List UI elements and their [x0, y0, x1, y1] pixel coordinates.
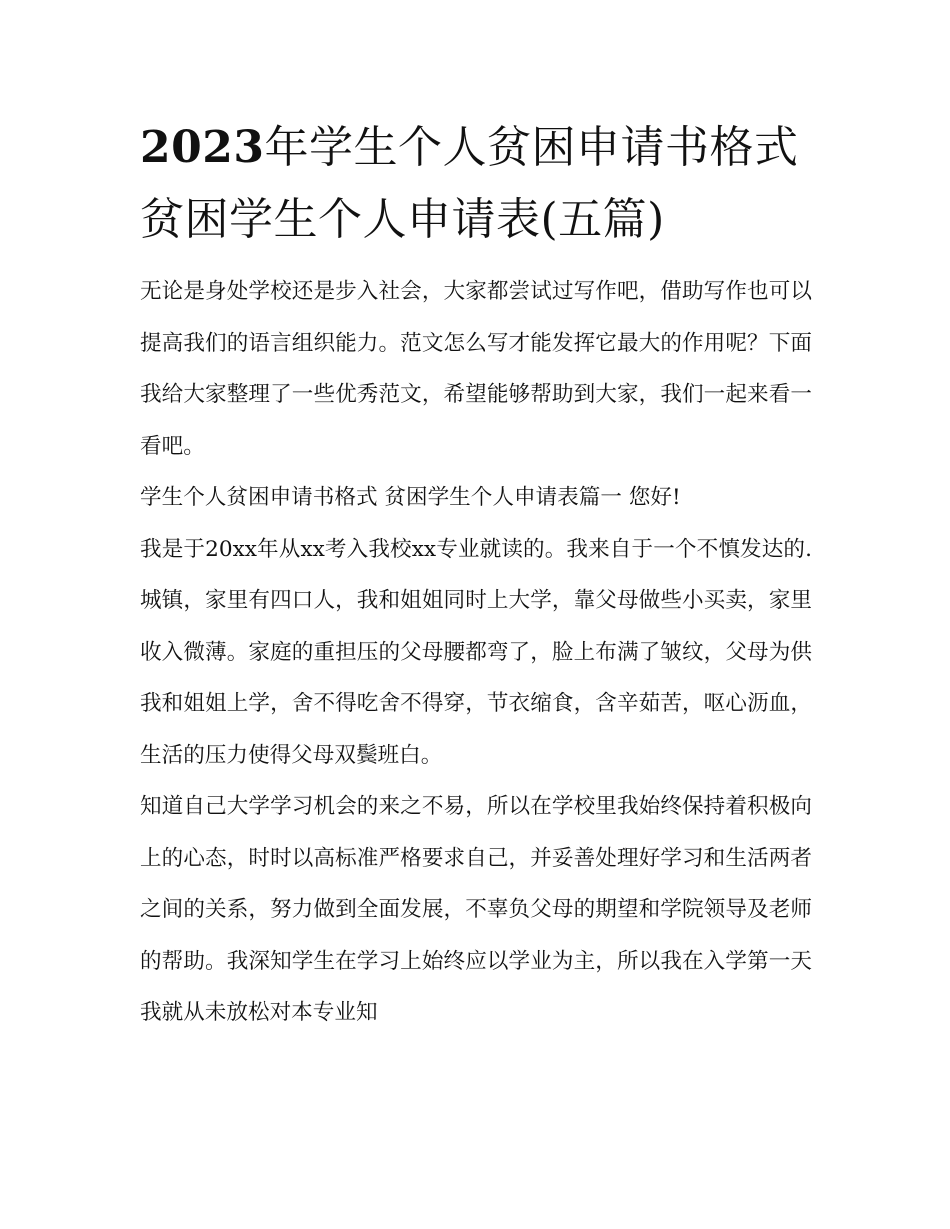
title-text: 年学生个人贫困申请书格式 贫困学生个人申请表(五篇) — [140, 122, 799, 245]
paragraph-study: 知道自己大学学习机会的来之不易，所以在学校里我始终保持着积极向上的心态，时时以高标准严格要求自己，并妥善处理好学习和生活两者之间的关系，努力做到全面发展，不辜负父母的期望和学院领导及老师的帮助。我深知学生在学习上始终应以学业为主，所以我在入学第一天我就从未放松对本专业知 — [140, 794, 812, 1025]
document-page — [140, 112, 812, 1039]
paragraph-family: 我是于20xx年从xx考入我校xx专业就读的。我来自于一个不慎发达的.城镇，家里有四口人，我和姐姐同时上大学，靠父母做些小买卖，家里收入微薄。家庭的重担压的父母腰都弯了，脸上布满了皱纹，父母为供我和姐姐上学，舍不得吃舍不得穿，节衣缩食，含辛茹苦，呕心沥血，生活的压力使得父母双鬓班白。 — [140, 536, 812, 768]
paragraph-heading: 学生个人贫困申请书格式 贫困学生个人申请表篇一 您好! — [140, 485, 681, 510]
title-year: 2023 — [140, 122, 265, 173]
document-title — [140, 112, 812, 256]
paragraph-intro: 无论是身处学校还是步入社会，大家都尝试过写作吧，借助写作也可以提高我们的语言组织能力。范文怎么写才能发挥它最大的作用呢？下面我给大家整理了一些优秀范文，希望能够帮助到大家，我们一起来看一看吧。 — [140, 279, 812, 459]
document-body — [140, 266, 812, 1039]
